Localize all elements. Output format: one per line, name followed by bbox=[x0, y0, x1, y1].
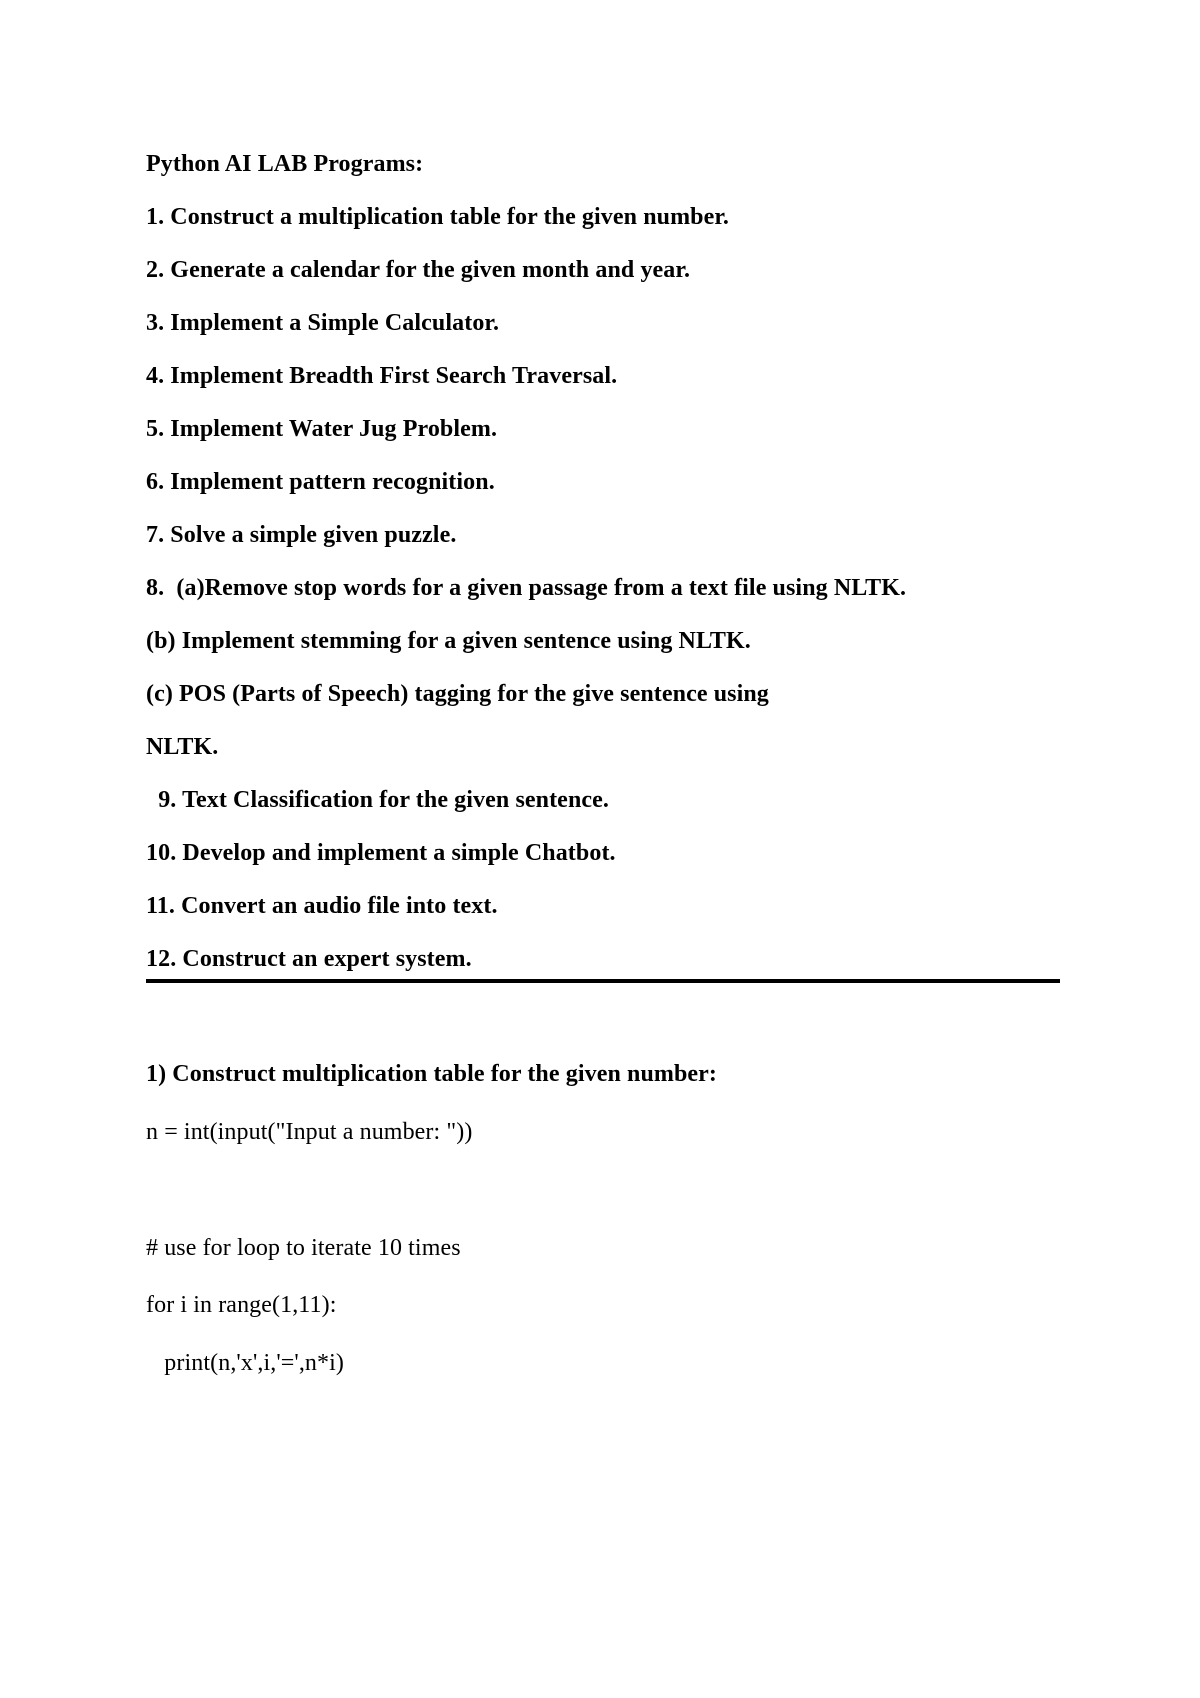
code-line-3: for i in range(1,11): bbox=[146, 1292, 337, 1318]
program-item-8c: (c) POS (Parts of Speech) tagging for the give sentence using bbox=[146, 681, 769, 707]
program-item-8a: 8. (a)Remove stop words for a given passage from a text file using NLTK. bbox=[146, 575, 907, 601]
document-title: Python AI LAB Programs: bbox=[146, 151, 424, 177]
section-divider bbox=[146, 979, 1060, 983]
program-item-8c-continued: NLTK. bbox=[146, 734, 219, 760]
program-item-7: 7. Solve a simple given puzzle. bbox=[146, 522, 457, 548]
program-item-9: 9. Text Classification for the given sentence. bbox=[146, 787, 609, 813]
code-line-1: n = int(input("Input a number: ")) bbox=[146, 1119, 473, 1145]
section1-heading: 1) Construct multiplication table for the given number: bbox=[146, 1061, 718, 1087]
program-item-10: 10. Develop and implement a simple Chatbot. bbox=[146, 840, 616, 866]
program-item-11: 11. Convert an audio file into text. bbox=[146, 893, 498, 919]
code-line-4: print(n,'x',i,'=',n*i) bbox=[146, 1350, 344, 1376]
program-item-8b: (b) Implement stemming for a given sentence using NLTK. bbox=[146, 628, 751, 654]
program-item-5: 5. Implement Water Jug Problem. bbox=[146, 416, 498, 442]
program-item-4: 4. Implement Breadth First Search Traversal. bbox=[146, 363, 618, 389]
program-item-12: 12. Construct an expert system. bbox=[146, 946, 472, 972]
program-item-2: 2. Generate a calendar for the given month and year. bbox=[146, 257, 691, 283]
code-line-2: # use for loop to iterate 10 times bbox=[146, 1235, 461, 1261]
program-item-3: 3. Implement a Simple Calculator. bbox=[146, 310, 500, 336]
program-item-6: 6. Implement pattern recognition. bbox=[146, 469, 495, 495]
program-item-1: 1. Construct a multiplication table for the given number. bbox=[146, 204, 730, 230]
